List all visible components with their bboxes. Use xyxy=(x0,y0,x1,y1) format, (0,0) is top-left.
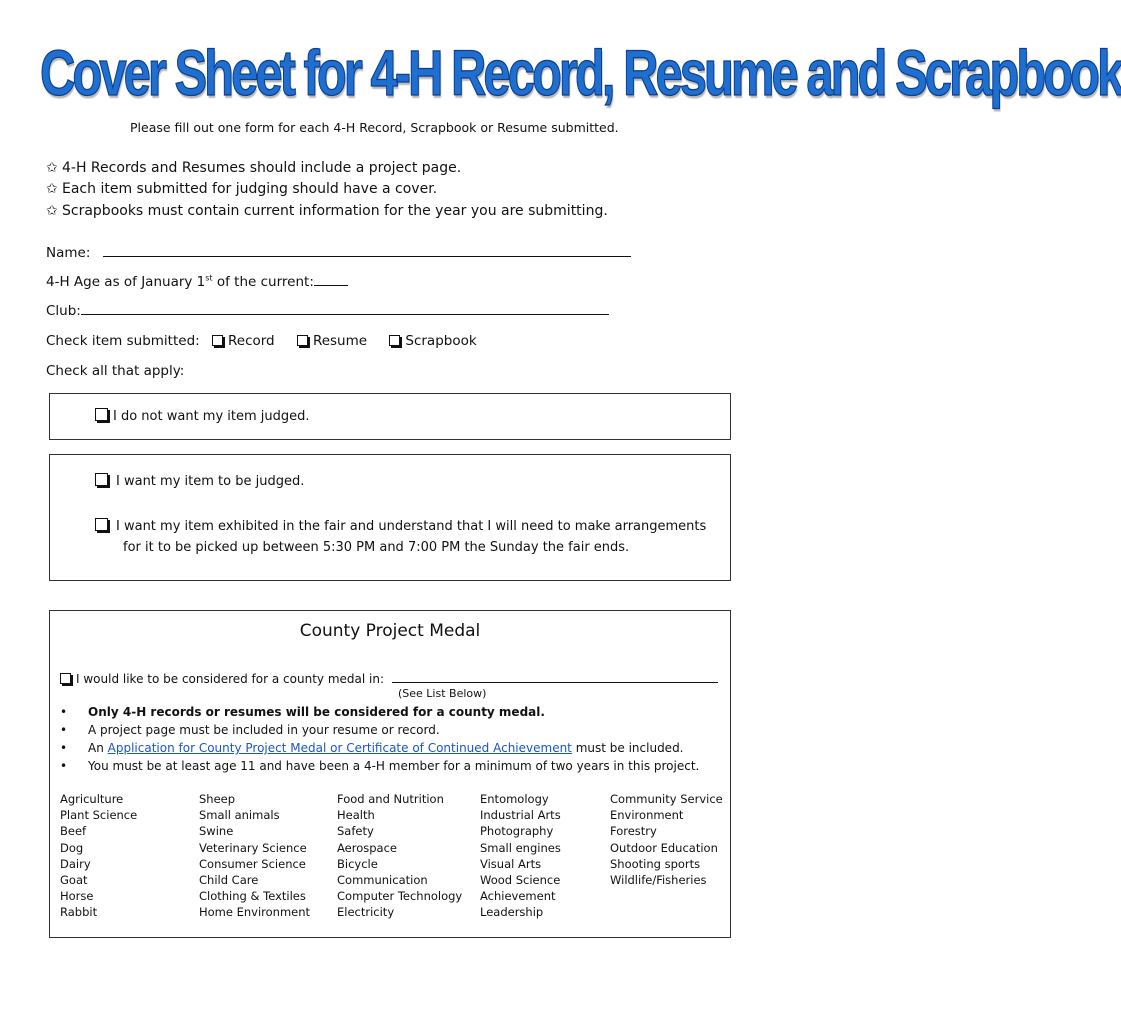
project-column-3 xyxy=(337,791,462,921)
not-judged-box xyxy=(49,393,731,440)
see-list-note: (See List Below) xyxy=(398,687,487,700)
project-item: Forestry xyxy=(610,824,657,839)
age-row xyxy=(46,273,348,290)
record-option[interactable]: Record xyxy=(212,333,275,349)
project-item: Photography xyxy=(480,824,554,839)
medal-rule-2: A project page must be included in your resume or record. xyxy=(88,723,440,737)
project-item: Rabbit xyxy=(60,905,98,920)
club-label: Club: xyxy=(46,303,81,319)
medal-heading: County Project Medal xyxy=(299,621,481,641)
project-item: Goat xyxy=(60,873,88,888)
note-1: ✩ 4-H Records and Resumes should include a project page. xyxy=(46,160,462,176)
name-label: Name: xyxy=(46,245,91,261)
project-item: Consumer Science xyxy=(199,856,306,871)
project-item: Veterinary Science xyxy=(199,840,307,855)
project-item: Entomology xyxy=(480,792,549,806)
project-item: Horse xyxy=(60,889,94,904)
project-item: Leadership xyxy=(480,905,544,920)
check-all-label: Check all that apply: xyxy=(46,363,185,379)
project-item: Health xyxy=(337,808,375,823)
club-field[interactable] xyxy=(81,302,609,315)
project-item: Wood Science xyxy=(480,873,561,888)
project-item: Visual Arts xyxy=(480,856,542,871)
name-row xyxy=(46,244,631,261)
bullet-icon: • xyxy=(60,759,68,773)
page-title: Cover Sheet for 4-H Record, Resume and Scrapbook xyxy=(40,39,1121,110)
bullet-icon: • xyxy=(60,705,68,719)
exhibit-checkbox[interactable] xyxy=(95,518,108,531)
project-item: Small animals xyxy=(199,808,280,823)
project-item: Sheep xyxy=(199,792,236,806)
project-item: Shooting sports xyxy=(610,856,701,871)
project-item: Swine xyxy=(199,824,234,839)
project-item: Agriculture xyxy=(60,792,124,806)
exhibit-text-line2: for it to be picked up between 5:30 PM and 7:00 PM the Sunday the fair ends. xyxy=(123,540,630,555)
project-item: Safety xyxy=(337,824,374,839)
exhibit-option[interactable]: I want my item exhibited in the fair and understand that I will need to make arrangements xyxy=(95,518,706,534)
project-item: Beef xyxy=(60,824,87,839)
project-item: Communication xyxy=(337,873,428,888)
star-icon: ✩ xyxy=(46,181,58,197)
medal-rule-1: Only 4-H records or resumes will be considered for a county medal. xyxy=(88,705,545,719)
age-field[interactable] xyxy=(314,273,348,286)
medal-rule-4: You must be at least age 11 and have been a 4-H member for a minimum of two years in this project. xyxy=(88,759,700,773)
project-item: Home Environment xyxy=(199,905,311,920)
medal-rule-3: An Application for County Project Medal or Certificate of Continued Achievement must be included. xyxy=(88,741,684,755)
resume-option[interactable]: Resume xyxy=(297,333,367,349)
project-item: Environment xyxy=(610,808,684,823)
medal-consider-row: I would like to be considered for a county medal in: xyxy=(60,670,718,686)
scrapbook-option[interactable]: Scrapbook xyxy=(389,333,476,349)
age-label: 4-H Age as of January 1st of the current: xyxy=(46,273,314,290)
project-item: Food and Nutrition xyxy=(337,792,444,806)
project-item: Dairy xyxy=(60,856,91,871)
project-item: Industrial Arts xyxy=(480,808,561,823)
name-field[interactable] xyxy=(103,244,631,257)
bullet-icon: • xyxy=(60,741,68,755)
check-item-row xyxy=(46,333,477,349)
project-item: Dog xyxy=(60,840,84,855)
project-column-2 xyxy=(199,791,310,921)
judged-checkbox[interactable] xyxy=(95,473,108,486)
resume-checkbox[interactable] xyxy=(297,335,308,346)
judged-box xyxy=(49,454,731,581)
not-judged-checkbox[interactable] xyxy=(95,408,108,421)
club-row xyxy=(46,302,609,319)
project-item: Electricity xyxy=(337,905,395,920)
medal-box xyxy=(49,610,731,938)
note-3: ✩ Scrapbooks must contain current information for the year you are submitting. xyxy=(46,203,608,219)
project-column-4 xyxy=(480,791,561,921)
star-icon: ✩ xyxy=(46,160,58,176)
judged-option[interactable]: I want my item to be judged. xyxy=(95,473,304,489)
project-item: Aerospace xyxy=(337,840,397,855)
project-item: Child Care xyxy=(199,873,259,888)
project-item: Wildlife/Fisheries xyxy=(610,873,707,888)
project-item: Clothing & Textiles xyxy=(199,889,306,904)
application-link[interactable]: Application for County Project Medal or Certificate of Continued Achievement xyxy=(107,741,572,755)
project-item: Outdoor Education xyxy=(610,840,718,855)
project-item: Community Service xyxy=(610,792,723,806)
project-item: Plant Science xyxy=(60,808,138,823)
star-icon: ✩ xyxy=(46,203,58,219)
note-2: ✩ Each item submitted for judging should have a cover. xyxy=(46,181,438,197)
project-item: Small engines xyxy=(480,840,561,855)
project-item: Achievement xyxy=(480,889,556,904)
intro-text: Please fill out one form for each 4-H Record, Scrapbook or Resume submitted. xyxy=(130,120,619,135)
medal-project-field[interactable] xyxy=(392,670,718,683)
project-column-5 xyxy=(610,791,723,888)
project-item: Computer Technology xyxy=(337,889,463,904)
not-judged-option[interactable]: I do not want my item judged. xyxy=(95,408,310,424)
record-checkbox[interactable] xyxy=(212,335,223,346)
check-item-label: Check item submitted: xyxy=(46,333,200,349)
bullet-icon: • xyxy=(60,723,68,737)
project-item: Bicycle xyxy=(337,856,378,871)
project-column-1 xyxy=(60,791,137,921)
medal-checkbox[interactable] xyxy=(60,673,71,684)
scrapbook-checkbox[interactable] xyxy=(389,335,400,346)
